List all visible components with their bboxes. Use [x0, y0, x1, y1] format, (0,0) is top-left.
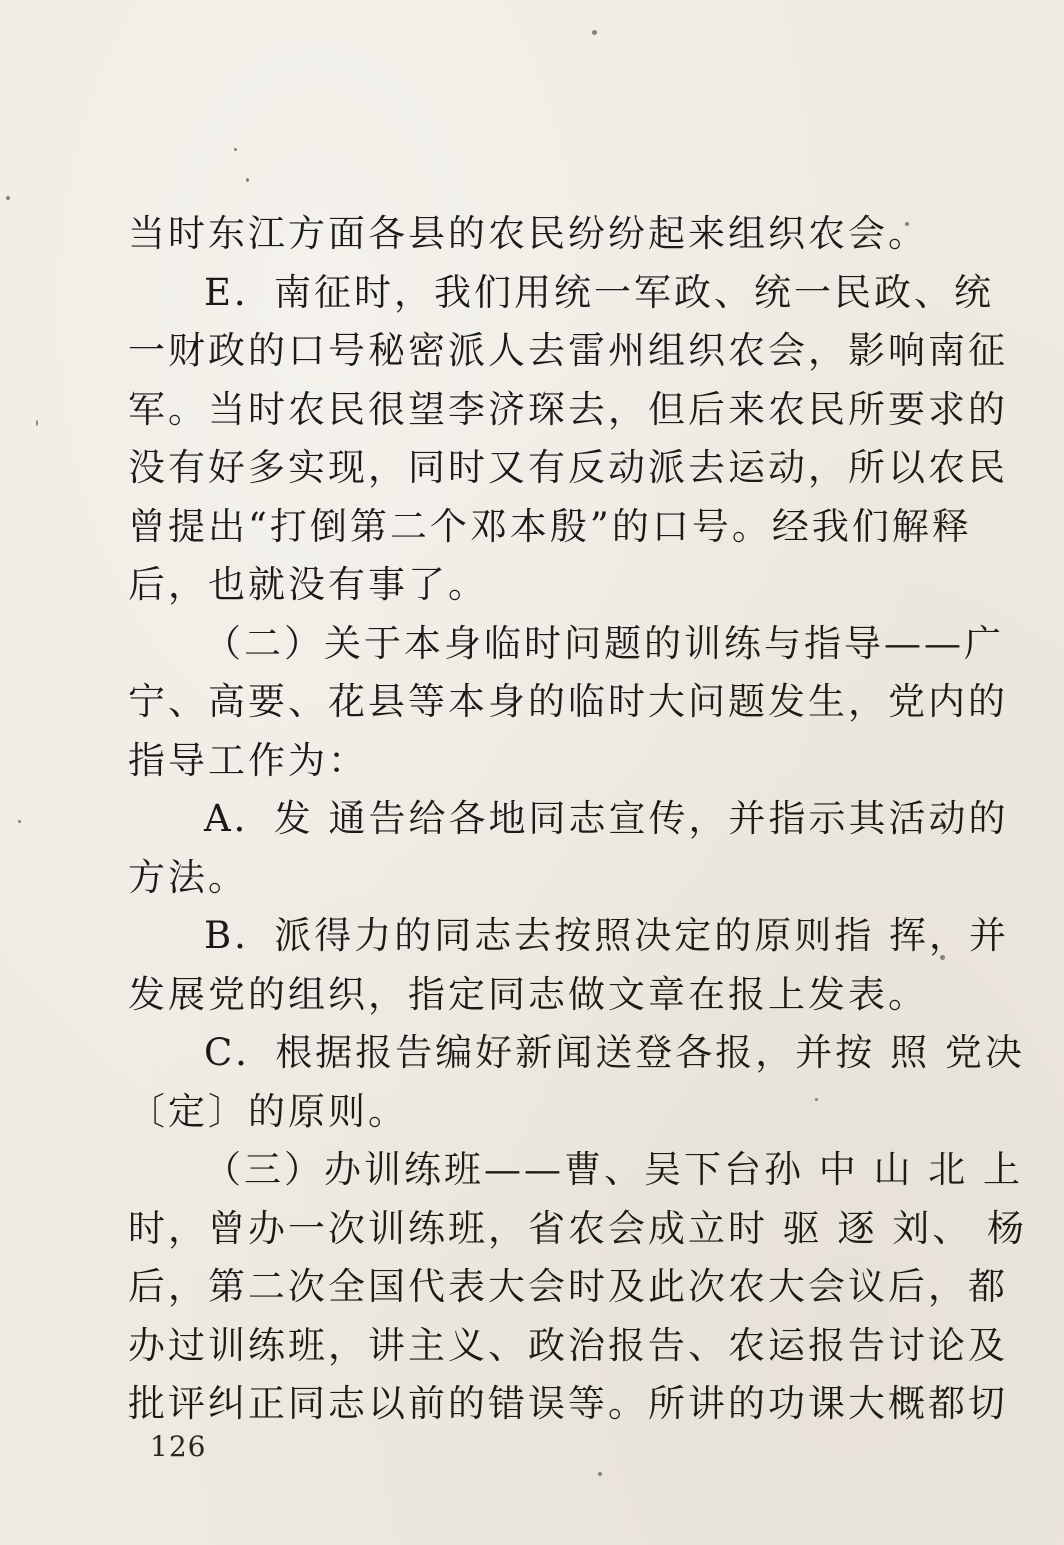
- body-text: [128, 205, 1028, 1434]
- text-line: 〔定〕的原则。: [128, 1089, 408, 1133]
- paper-speck: [234, 148, 237, 151]
- text-line: 没有好多实现，同时又有反动派去运动，所以农民: [128, 446, 1008, 489]
- text-line: 后，也就没有事了。: [128, 563, 488, 606]
- paper-speck: [6, 196, 10, 200]
- text-line: 时，曾办一次训练班，省农会成立时 驱 逐 刘、 杨: [128, 1206, 1028, 1250]
- text-line: 办过训练班，讲主义、政治报告、农运报告讨论及: [128, 1323, 1008, 1367]
- page-number: 126: [150, 1430, 207, 1463]
- text-line: 宁、高要、花县等本身的临时大问题发生，党内的: [128, 680, 1008, 723]
- paper-speck: [18, 820, 21, 823]
- paper-speck: [36, 420, 38, 426]
- text-line: A．发 通告给各地同志宣传，并指示其活动的: [204, 797, 1009, 840]
- text-line: 当时东江方面各县的农民纷纷起来组织农会。: [128, 212, 928, 255]
- text-line: 批评纠正同志以前的错误等。所讲的功课大概都切: [128, 1382, 1008, 1425]
- text-line: （三）办训练班——曹、吴下台孙 中 山 北 上: [204, 1148, 1024, 1191]
- paper-speck: [598, 1472, 602, 1476]
- text-line: 曾提出“打倒第二个邓本殷”的口号。经我们解释: [128, 504, 972, 548]
- paper-speck: [246, 178, 249, 182]
- text-line: C．根据报告编好新闻送登各报，并按 照 党决: [204, 1031, 1025, 1074]
- text-line: 指导工作为：: [128, 738, 368, 782]
- text-line: E．南征时，我们用统一军政、统一民政、统: [204, 270, 995, 314]
- text-line: B．派得力的同志去按照决定的原则指 挥，并: [204, 914, 1009, 957]
- text-line: 方法。: [128, 855, 248, 899]
- text-line: 一财政的口号秘密派人去雷州组织农会，影响南征: [128, 329, 1008, 372]
- paper-speck: [592, 30, 597, 35]
- text-line: 发展党的组织，指定同志做文章在报上发表。: [128, 972, 928, 1016]
- text-line: 后，第二次全国代表大会时及此次农大会议后，都: [128, 1265, 1008, 1308]
- text-line: 军。当时农民很望李济琛去，但后来农民所要求的: [128, 387, 1008, 431]
- text-line: （二）关于本身临时问题的训练与指导——广: [204, 621, 1004, 665]
